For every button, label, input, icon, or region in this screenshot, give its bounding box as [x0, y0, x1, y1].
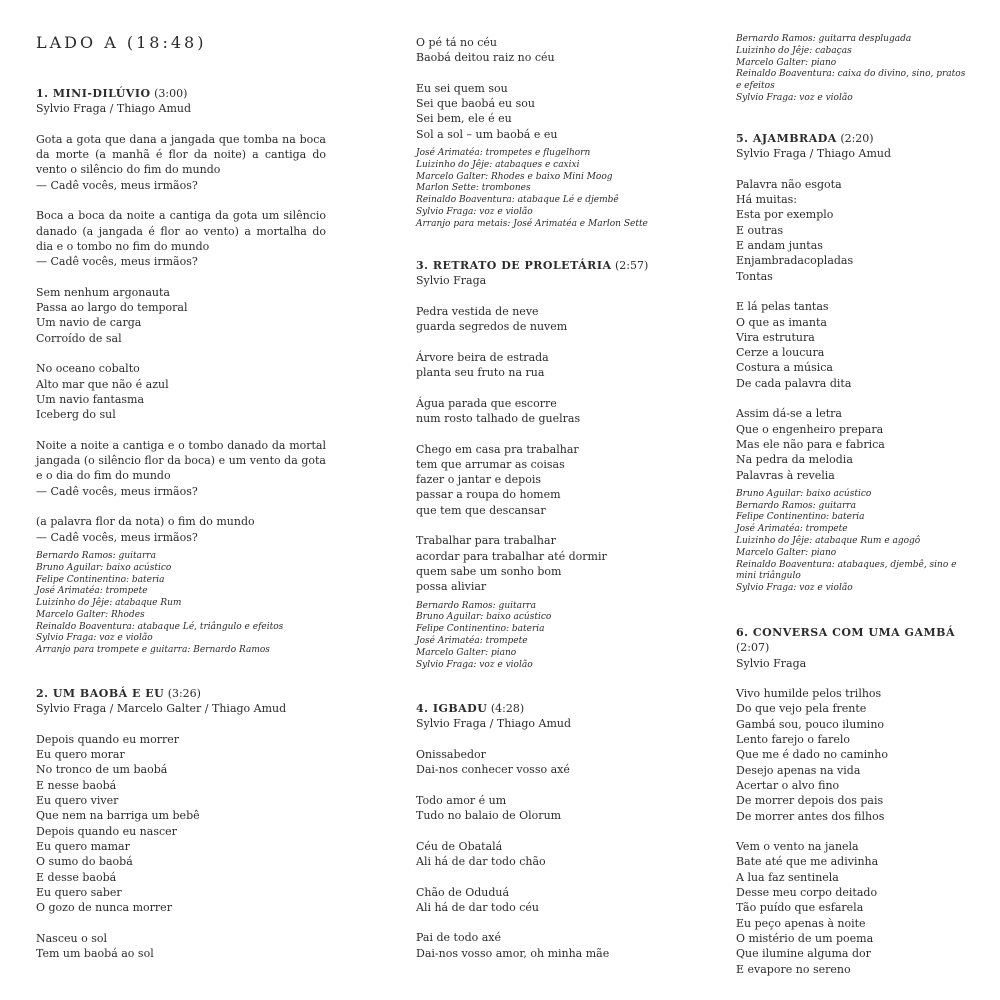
- lyric-line: Assim dá-se a letra: [736, 407, 842, 421]
- lyric-line: Onissabedor: [416, 747, 486, 761]
- lyric-line: Passa ao largo do temporal: [36, 301, 188, 315]
- song-title-text: 3. RETRATO DE PROLETÁRIA: [416, 259, 612, 272]
- song-authors: Sylvio Fraga / Thiago Amud: [736, 147, 892, 161]
- lyric-line: Depois quando eu morrer: [36, 732, 180, 746]
- credit-line: Felipe Continentino: bateria: [736, 512, 865, 523]
- lyric-line: E desse baobá: [36, 870, 117, 884]
- song-lyrics: [36, 132, 326, 545]
- lyric-line: — Cadê vocês, meus irmãos?: [36, 530, 198, 544]
- lyric-line: Lento farejo o farelo: [736, 733, 851, 747]
- lyric-line: A lua faz sentinela: [736, 870, 839, 884]
- lyric-line: Um navio fantasma: [36, 392, 145, 406]
- credit-line: Bruno Aguilar: baixo acústico: [36, 562, 172, 573]
- stanza: [36, 514, 326, 545]
- song-title-text: 1. MINI-DILÚVIO: [36, 87, 151, 100]
- stanza: [416, 885, 706, 916]
- lyric-line: (a palavra flor da nota) o fim do mundo: [36, 515, 255, 529]
- credit-line: Luizinho do Jêje: atabaque Rum: [36, 598, 182, 609]
- lyric-line: Desejo apenas na vida: [736, 763, 861, 777]
- lyric-line: Corroído de sal: [36, 331, 122, 345]
- lyric-line: Noite a noite a cantiga e o tombo danado da mortal jangada (o silêncio flor da boca) e um vento da gota e o dia do fim do mundo: [36, 438, 326, 483]
- lyric-line: Céu de Obatalá: [416, 839, 503, 853]
- song-duration: (2:20): [840, 132, 874, 145]
- lyric-line: Eu quero mamar: [36, 839, 130, 853]
- lyric-line: Esta por exemplo: [736, 208, 834, 222]
- lyric-line: acordar para trabalhar até dormir: [416, 549, 607, 563]
- stanza: [36, 361, 326, 422]
- credit-line: Sylvio Fraga: voz e violão: [736, 583, 853, 594]
- lyric-line: Baobá deitou raiz no céu: [416, 51, 555, 65]
- credit-line: Arranjo para metais: José Arimatéa e Marlon Sette: [416, 218, 648, 229]
- song-title: [36, 686, 326, 701]
- stanza: [416, 81, 706, 142]
- song-lyrics: [416, 747, 706, 961]
- lyric-line: O gozo de nunca morrer: [36, 901, 172, 915]
- lyric-line: Eu sei quem sou: [416, 81, 508, 95]
- song-credits: [736, 34, 968, 105]
- lyric-line: E andam juntas: [736, 239, 823, 253]
- lyric-line: Ali há de dar todo céu: [416, 900, 539, 914]
- lyric-line: tem que arrumar as coisas: [416, 457, 565, 471]
- lyric-line: Chão de Oduduá: [416, 885, 510, 899]
- credit-line: José Arimatéa: trompetes e flugelhorn: [416, 148, 591, 159]
- song-title: [36, 86, 326, 101]
- lyric-line: Água parada que escorre: [416, 396, 557, 410]
- lyric-line: Acertar o alvo fino: [736, 778, 840, 792]
- song-authors: Sylvio Fraga / Thiago Amud: [36, 102, 192, 116]
- stanza: [416, 304, 706, 335]
- lyric-line: Tão puído que esfarela: [736, 901, 864, 915]
- credit-line: Reinaldo Boaventura: caixa do divino, sino, pratos e efeitos: [736, 69, 966, 92]
- credit-line: Bruno Aguilar: baixo acústico: [736, 488, 872, 499]
- credit-line: Felipe Continentino: bateria: [36, 574, 165, 585]
- credit-line: Sylvio Fraga: voz e violão: [416, 659, 533, 670]
- lyric-line: Ali há de dar todo chão: [416, 854, 546, 868]
- lyric-line: Eu peço apenas à noite: [736, 916, 866, 930]
- song-duration: (2:07): [736, 641, 770, 655]
- stanza: [736, 177, 968, 284]
- lyric-line: Depois quando eu nascer: [36, 824, 177, 838]
- lyric-line: fazer o jantar e depois: [416, 473, 541, 487]
- lyric-line: Eu quero viver: [36, 794, 119, 808]
- song-duration: (3:00): [154, 87, 188, 100]
- lyric-line: planta seu fruto na rua: [416, 366, 545, 380]
- lyric-line: Pedra vestida de neve: [416, 304, 539, 318]
- song-duration: (4:28): [490, 702, 525, 715]
- stanza: [36, 208, 326, 269]
- song-duration: (2:57): [615, 259, 649, 272]
- lyric-line: Que nem na barriga um bebê: [36, 809, 200, 823]
- stanza: [416, 442, 706, 518]
- page-title: LADO A (18:48): [36, 33, 207, 52]
- credit-line: José Arimatéa: trompete: [416, 635, 528, 646]
- song-lyrics: [416, 35, 706, 142]
- stanza: [416, 839, 706, 870]
- stanza: [36, 438, 326, 499]
- lyric-line: No oceano cobalto: [36, 362, 140, 376]
- credit-line: Bernardo Ramos: guitarra: [36, 550, 156, 561]
- credit-line: Sylvio Fraga: voz e violão: [416, 207, 533, 218]
- lyric-line: O sumo do baobá: [36, 855, 133, 869]
- lyric-line: Alto mar que não é azul: [36, 377, 169, 391]
- lyric-line: Dai-nos conhecer vosso axé: [416, 763, 570, 777]
- lyric-line: E nesse baobá: [36, 778, 117, 792]
- song-title-text: 4. IGBADU: [416, 702, 488, 715]
- song-lyrics: [416, 304, 706, 595]
- credit-line: Luizinho do Jêje: atabaque Rum e agogô: [736, 536, 921, 547]
- lyric-line: O que as imanta: [736, 315, 827, 329]
- lyric-line: Todo amor é um: [416, 793, 507, 807]
- lyric-line: Enjambradacopladas: [736, 254, 854, 268]
- stanza: [416, 35, 706, 66]
- lyric-line: que tem que descansar: [416, 503, 546, 517]
- song-authors: Sylvio Fraga / Thiago Amud: [416, 717, 572, 731]
- lyric-line: Na pedra da melodia: [736, 453, 853, 467]
- lyric-line: Vem o vento na janela: [736, 840, 859, 854]
- credit-line: Reinaldo Boaventura: atabaques, djembê, sino e mini triângulo: [736, 559, 957, 582]
- lyric-line: Gota a gota que dana a jangada que tomba na boca da morte (a manhã é flor da noite) a cantiga do vento o silêncio do fim do mundo: [36, 132, 326, 177]
- lyric-line: num rosto talhado de guelras: [416, 411, 581, 425]
- credit-line: José Arimatéa: trompete: [36, 586, 148, 597]
- credit-line: Marcelo Galter: piano: [736, 547, 837, 558]
- stanza: [736, 686, 968, 824]
- lyric-line: Um navio de carga: [36, 316, 142, 330]
- lyric-line: Eu quero morar: [36, 748, 125, 762]
- song-authors: Sylvio Fraga / Marcelo Galter / Thiago Amud: [36, 702, 287, 716]
- lyric-line: Chego em casa pra trabalhar: [416, 442, 579, 456]
- credit-line: Arranjo para trompete e guitarra: Bernardo Ramos: [36, 645, 270, 656]
- credit-line: Reinaldo Boaventura: atabaque Lé, triângulo e efeitos: [36, 621, 284, 632]
- lyric-line: Que ilumine alguma dor: [736, 947, 871, 961]
- stanza: [416, 930, 706, 961]
- lyric-line: De cada palavra dita: [736, 376, 852, 390]
- credit-line: Sylvio Fraga: voz e violão: [736, 92, 853, 103]
- song-3: [416, 258, 706, 671]
- stanza: [36, 931, 326, 962]
- credit-line: Bruno Aguilar: baixo acústico: [416, 612, 552, 623]
- stanza: [416, 793, 706, 824]
- lyric-line: Tem um baobá ao sol: [36, 947, 154, 961]
- song-lyrics: [36, 732, 326, 961]
- stanza: [36, 132, 326, 193]
- credit-line: Luizinho do Jêje: cabaças: [736, 45, 852, 56]
- lyric-line: Do que vejo pela frente: [736, 702, 867, 716]
- lyric-line: Há muitas:: [736, 193, 798, 207]
- song-title: [736, 131, 968, 146]
- lyric-line: Boca a boca da noite a cantiga da gota um silêncio danado (a jangada é flor ao vento) a mortalha do dia e o tombo no fim do mundo: [36, 209, 326, 253]
- lyric-line: Sei bem, ele é eu: [416, 112, 512, 126]
- stanza: [416, 350, 706, 381]
- song-credits: [416, 148, 706, 231]
- credit-line: Marcelo Galter: Rhodes: [36, 609, 145, 620]
- lyric-line: De morrer antes dos filhos: [736, 809, 885, 823]
- lyric-line: — Cadê vocês, meus irmãos?: [36, 255, 198, 269]
- lyric-line: No tronco de um baobá: [36, 763, 168, 777]
- lyric-line: — Cadê vocês, meus irmãos?: [36, 178, 198, 192]
- lyric-line: Nasceu o sol: [36, 931, 107, 945]
- lyric-line: — Cadê vocês, meus irmãos?: [36, 484, 198, 498]
- lyric-line: Árvore beira de estrada: [416, 350, 549, 364]
- stanza: [736, 839, 968, 977]
- credit-line: Marcelo Galter: Rhodes e baixo Mini Moog: [416, 171, 613, 182]
- song-2: [36, 686, 326, 977]
- song-1: [36, 86, 326, 657]
- lyric-line: Cerze a loucura: [736, 346, 825, 360]
- song-4: [416, 701, 706, 976]
- lyric-line: Iceberg do sul: [36, 408, 116, 422]
- lyric-line: Bate até que me adivinha: [736, 855, 879, 869]
- credit-line: Felipe Continentino: bateria: [416, 624, 545, 635]
- stanza: [416, 396, 706, 427]
- lyric-line: guarda segredos de nuvem: [416, 320, 568, 334]
- lyric-line: De morrer depois dos pais: [736, 794, 884, 808]
- credit-line: Reinaldo Boaventura: atabaque Lé e djembê: [416, 195, 619, 206]
- credit-line: Sylvio Fraga: voz e violão: [36, 633, 153, 644]
- song-2-continued: [416, 35, 706, 231]
- lyric-line: Sem nenhum argonauta: [36, 285, 170, 299]
- song-duration: (3:26): [167, 687, 201, 700]
- stanza: [36, 732, 326, 916]
- lyric-line: Trabalhar para trabalhar: [416, 534, 556, 548]
- lyric-line: O mistério de um poema: [736, 931, 874, 945]
- song-title: [736, 625, 968, 656]
- lyric-line: Tudo no balaio de Olorum: [416, 809, 562, 823]
- credit-line: Marcelo Galter: piano: [416, 647, 517, 658]
- lyric-line: Palavra não esgota: [736, 177, 842, 191]
- lyric-line: Mas ele não para e fabrica: [736, 437, 885, 451]
- stanza: [416, 533, 706, 594]
- lyric-line: Palavras à revelia: [736, 468, 835, 482]
- lyric-line: passar a roupa do homem: [416, 488, 561, 502]
- credit-line: José Arimatéa: trompete: [736, 524, 848, 535]
- lyric-line: Que me é dado no caminho: [736, 748, 888, 762]
- lyric-line: E outras: [736, 223, 784, 237]
- song-6: [736, 625, 968, 992]
- song-title-text: 5. AJAMBRADA: [736, 132, 837, 145]
- lyric-line: Sol a sol – um baobá e eu: [416, 127, 558, 141]
- lyric-line: Que o engenheiro prepara: [736, 422, 884, 436]
- lyric-line: quem sabe um sonho bom: [416, 564, 562, 578]
- song-title: [416, 701, 706, 716]
- song-title-text: 6. CONVERSA COM UMA GAMBÁ: [736, 626, 955, 639]
- stanza: [416, 747, 706, 778]
- credit-line: Marcelo Galter: piano: [736, 57, 837, 68]
- lyric-line: O pé tá no céu: [416, 36, 497, 49]
- lyric-line: Desse meu corpo deitado: [736, 886, 878, 900]
- lyric-line: Tontas: [736, 269, 773, 283]
- song-authors: Sylvio Fraga: [416, 274, 487, 288]
- song-title-text: 2. UM BAOBÁ E EU: [36, 687, 165, 700]
- stanza: [736, 299, 968, 391]
- song-credits: [736, 489, 968, 595]
- song-credits: [416, 601, 706, 672]
- credit-line: Bernardo Ramos: guitarra: [736, 500, 856, 511]
- lyric-line: Eu quero saber: [36, 885, 122, 899]
- lyric-line: Pai de todo axé: [416, 931, 502, 945]
- lyric-line: Dai-nos vosso amor, oh minha mãe: [416, 946, 610, 960]
- credit-line: Bernardo Ramos: guitarra: [416, 600, 536, 611]
- credit-line: Marlon Sette: trombones: [416, 183, 531, 194]
- lyric-line: Costura a música: [736, 361, 833, 375]
- lyric-line: possa aliviar: [416, 580, 487, 594]
- song-4-credits: [736, 34, 968, 105]
- song-lyrics: [736, 686, 968, 977]
- credit-line: Luizinho do Jêje: atabaques e caxixi: [416, 159, 580, 170]
- song-credits: [36, 551, 326, 657]
- lyric-line: Gambá sou, pouco ilumino: [736, 717, 885, 731]
- lyric-line: Sei que baobá eu sou: [416, 97, 535, 111]
- song-title: [416, 258, 706, 273]
- lyric-line: Vira estrutura: [736, 330, 815, 344]
- lyric-line: E evapore no sereno: [736, 962, 851, 976]
- song-lyrics: [736, 177, 968, 483]
- stanza: [36, 285, 326, 346]
- song-5: [736, 131, 968, 595]
- stanza: [736, 406, 968, 482]
- credit-line: Bernardo Ramos: guitarra desplugada: [736, 34, 912, 44]
- lyric-line: E lá pelas tantas: [736, 300, 829, 314]
- song-authors: Sylvio Fraga: [736, 656, 807, 670]
- lyric-line: Vivo humilde pelos trilhos: [736, 687, 882, 701]
